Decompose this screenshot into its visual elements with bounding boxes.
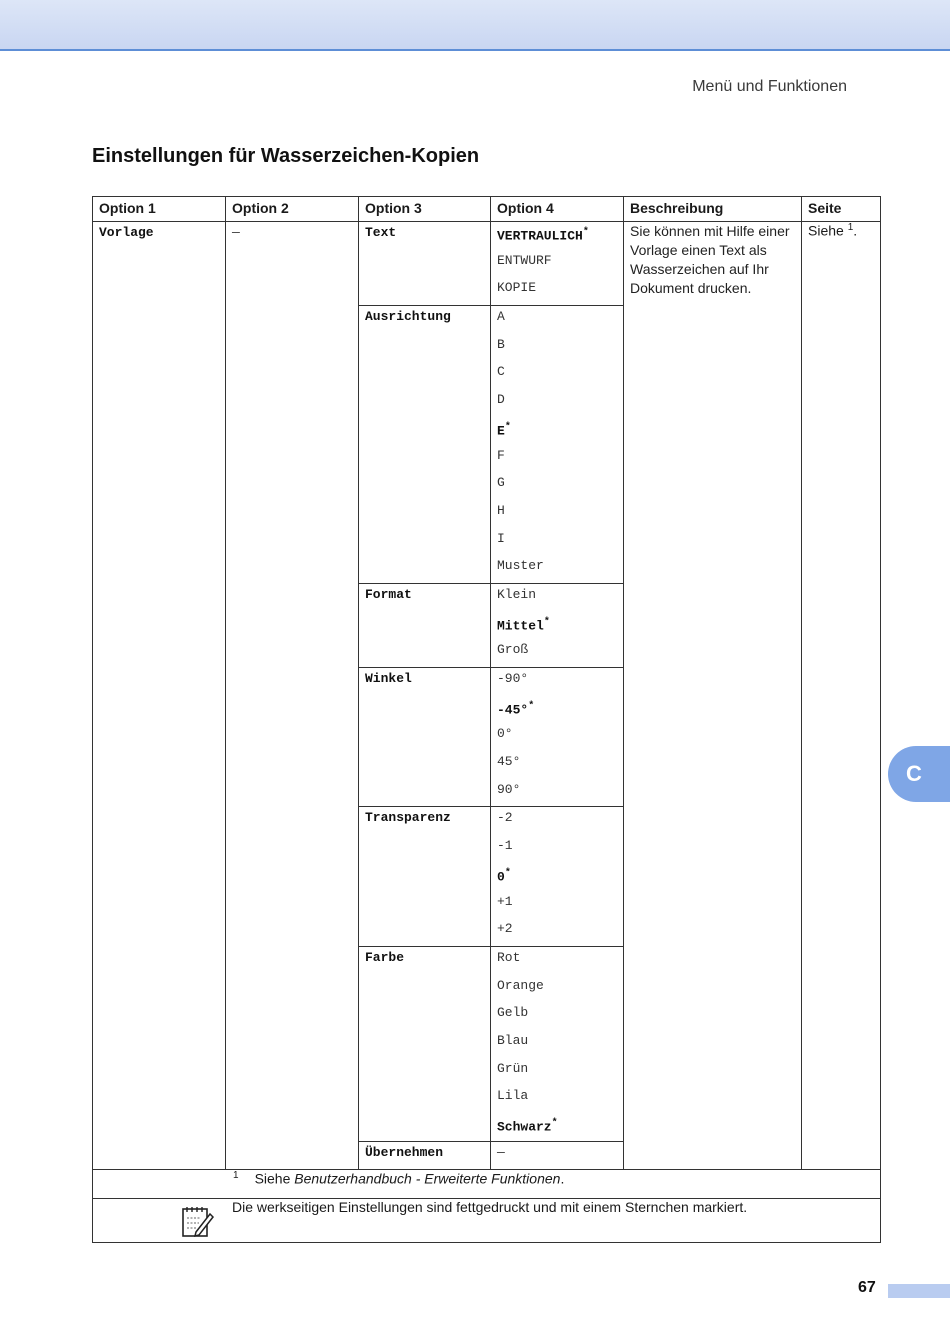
note-pad-icon bbox=[181, 1205, 215, 1239]
option4-value-label: F bbox=[497, 447, 505, 463]
table-row bbox=[93, 222, 881, 306]
option3-cell bbox=[359, 807, 491, 946]
option4-value-label: KOPIE bbox=[497, 280, 537, 296]
column-header: Option 1 bbox=[93, 197, 226, 222]
chapter-tab: C bbox=[888, 746, 950, 802]
footnote-ref: 1 bbox=[847, 222, 854, 233]
option4-value-label: H bbox=[497, 502, 505, 518]
option4-value bbox=[497, 668, 617, 696]
option3-label: Übernehmen bbox=[365, 1144, 444, 1160]
option4-value bbox=[497, 1142, 617, 1170]
option4-value-label: ENTWURF bbox=[497, 252, 552, 268]
option4-value bbox=[497, 500, 617, 528]
option4-value bbox=[497, 555, 617, 583]
option4-value-label: 0 bbox=[497, 869, 505, 885]
option4-value-label: Mittel bbox=[497, 617, 544, 633]
option4-cell bbox=[491, 668, 624, 807]
option1-label: Vorlage bbox=[99, 225, 154, 240]
option3-cell bbox=[359, 1141, 491, 1170]
option4-value bbox=[497, 751, 617, 779]
option4-cell bbox=[491, 807, 624, 946]
option3-cell bbox=[359, 583, 491, 667]
footnote-number: 1 bbox=[233, 1170, 239, 1182]
option3-label: Ausrichtung bbox=[365, 309, 451, 325]
option4-value bbox=[497, 528, 617, 556]
option4-value bbox=[497, 445, 617, 473]
option2-cell bbox=[226, 222, 359, 1170]
option4-value bbox=[497, 1030, 617, 1058]
option4-value-label: C bbox=[497, 364, 505, 380]
note-text: Die werkseitigen Einstellungen sind fettgedruckt und mit einem Sternchen markiert. bbox=[232, 1199, 748, 1216]
settings-table bbox=[92, 196, 881, 1243]
option4-value-label: A bbox=[497, 309, 505, 325]
option4-value bbox=[497, 277, 617, 305]
footnote-link-text: Benutzerhandbuch - Erweiterte Funktionen bbox=[294, 1171, 561, 1188]
page-reference-text: Siehe bbox=[808, 222, 844, 239]
option4-value-label: Lila bbox=[497, 1088, 529, 1104]
option1-cell bbox=[93, 222, 226, 1170]
option4-value bbox=[497, 1002, 617, 1030]
option4-value bbox=[497, 947, 617, 975]
option2-label: — bbox=[232, 225, 240, 240]
column-header: Seite bbox=[802, 197, 881, 222]
note-row bbox=[93, 1199, 881, 1243]
option4-value-label: -45° bbox=[497, 702, 529, 718]
column-header: Option 3 bbox=[359, 197, 491, 222]
table-header-row bbox=[93, 197, 881, 222]
option4-value-label: VERTRAULICH bbox=[497, 228, 583, 244]
option4-cell bbox=[491, 946, 624, 1141]
option3-label: Winkel bbox=[365, 671, 412, 686]
option4-value bbox=[497, 779, 617, 807]
column-header: Option 4 bbox=[491, 197, 624, 222]
default-marker: * bbox=[582, 227, 589, 238]
page-number: 67 bbox=[858, 1279, 876, 1296]
option4-value-label: — bbox=[497, 1144, 505, 1160]
option4-cell bbox=[491, 1141, 624, 1170]
option4-value bbox=[497, 306, 617, 334]
option4-value-label: 0° bbox=[497, 726, 513, 742]
option4-value-label: -2 bbox=[497, 810, 513, 826]
option4-value bbox=[497, 334, 617, 362]
option4-value-label: Blau bbox=[497, 1032, 529, 1048]
option4-value-label: 45° bbox=[497, 754, 521, 770]
option4-value bbox=[497, 584, 617, 612]
option3-label: Farbe bbox=[365, 949, 405, 965]
option4-value bbox=[497, 807, 617, 835]
note-cell bbox=[93, 1199, 881, 1243]
option3-label: Format bbox=[365, 586, 412, 602]
option4-value bbox=[497, 1113, 617, 1141]
option4-value-label: -90° bbox=[497, 671, 529, 686]
option3-cell bbox=[359, 222, 491, 306]
option4-value-label: I bbox=[497, 530, 505, 546]
default-marker: * bbox=[504, 421, 511, 433]
option4-cell bbox=[491, 222, 624, 306]
page-reference-tail: . bbox=[853, 222, 858, 239]
page-reference-cell bbox=[802, 222, 881, 1170]
option4-value-label: +2 bbox=[497, 921, 513, 937]
option4-value bbox=[497, 975, 617, 1003]
option4-value-label: D bbox=[497, 392, 505, 408]
option4-value bbox=[497, 723, 617, 751]
option3-label: Text bbox=[365, 225, 397, 240]
column-header: Beschreibung bbox=[624, 197, 802, 222]
option4-value bbox=[497, 918, 617, 946]
default-marker: * bbox=[504, 867, 511, 879]
option4-value bbox=[497, 361, 617, 389]
option4-value bbox=[497, 639, 617, 667]
option3-label: Transparenz bbox=[365, 810, 451, 826]
option4-cell bbox=[491, 583, 624, 667]
footnote-cell bbox=[93, 1170, 881, 1199]
option4-value-label: +1 bbox=[497, 893, 513, 909]
option4-value bbox=[497, 891, 617, 919]
option4-value-label: Orange bbox=[497, 977, 544, 993]
footnote-prefix: Siehe bbox=[254, 1171, 295, 1188]
option4-value bbox=[497, 863, 617, 891]
column-header: Option 2 bbox=[226, 197, 359, 222]
option3-cell bbox=[359, 668, 491, 807]
option4-value bbox=[497, 389, 617, 417]
option3-cell bbox=[359, 946, 491, 1141]
option3-cell bbox=[359, 306, 491, 584]
option4-value-label: Grün bbox=[497, 1060, 529, 1076]
option4-value bbox=[497, 472, 617, 500]
default-marker: * bbox=[528, 700, 535, 712]
option4-value-label: -1 bbox=[497, 838, 513, 854]
header-band bbox=[0, 0, 950, 51]
option4-value bbox=[497, 1058, 617, 1086]
footnote-row bbox=[93, 1170, 881, 1199]
option4-value-label: B bbox=[497, 336, 505, 352]
option4-value bbox=[497, 250, 617, 278]
option4-value bbox=[497, 222, 617, 250]
option4-value-label: Klein bbox=[497, 586, 537, 602]
default-marker: * bbox=[551, 1118, 558, 1129]
option4-value bbox=[497, 417, 617, 445]
page-number-bar bbox=[888, 1284, 950, 1298]
option4-value-label: Muster bbox=[497, 558, 544, 574]
option4-value-label: Schwarz bbox=[497, 1119, 552, 1135]
footnote-suffix: . bbox=[560, 1171, 565, 1188]
option4-value-label: Gelb bbox=[497, 1005, 529, 1021]
option4-value bbox=[497, 835, 617, 863]
option4-value-label: 90° bbox=[497, 781, 521, 797]
option4-value-label: G bbox=[497, 475, 505, 491]
header-title: Menü und Funktionen bbox=[692, 78, 847, 95]
option4-value bbox=[497, 696, 617, 724]
description-cell: Sie können mit Hilfe einer Vorlage einen Text als Wasserzeichen auf Ihr Dokument drucken. bbox=[624, 222, 802, 1170]
option4-value bbox=[497, 1085, 617, 1113]
option4-value bbox=[497, 612, 617, 640]
option4-value-label: Rot bbox=[497, 949, 521, 965]
section-title: Einstellungen für Wasserzeichen-Kopien bbox=[92, 145, 480, 167]
option4-cell bbox=[491, 306, 624, 584]
default-marker: * bbox=[543, 616, 550, 628]
option4-value-label: E bbox=[497, 423, 505, 439]
option4-value-label: Groß bbox=[497, 642, 529, 658]
